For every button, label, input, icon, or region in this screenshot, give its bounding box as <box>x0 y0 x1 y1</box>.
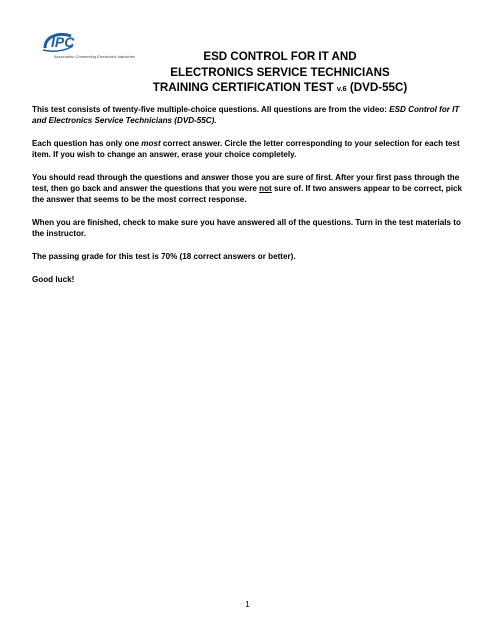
title-line-3 <box>120 80 440 97</box>
paragraph-passing-grade: The passing grade for this test is 70% (18 correct answers or better). <box>32 252 296 261</box>
logo-text: IPC <box>51 34 75 50</box>
rules-text-a: Each question has only one <box>32 139 142 148</box>
page-number: 1 <box>245 600 250 609</box>
instructions-body <box>32 104 464 297</box>
paragraph-intro <box>32 104 464 126</box>
video-title: ESD Control for IT and Electronics Service Technicians (DVD-55C). <box>32 105 460 125</box>
strategy-text-b: sure of. If two answers appear to be correct, pick the answer that seems to be the most correct response. <box>32 184 462 204</box>
paragraph-finish: When you are finished, check to make sure you have answered all of the questions. Turn in the test materials to the instructor. <box>32 218 461 238</box>
paragraph-answer-rules <box>32 138 464 160</box>
document-title <box>120 49 440 97</box>
title-line-1: ESD CONTROL FOR IT AND <box>203 50 357 63</box>
title-line-3-main: TRAINING CERTIFICATION TEST <box>152 81 337 94</box>
strategy-text-a: You should read through the questions and answer those you are sure of first. After your first pass through the test, then go back and answer the questions that you were <box>32 173 460 193</box>
title-version: v.6 <box>336 84 347 93</box>
title-code: (DVD-55C) <box>346 81 408 94</box>
paragraph-good-luck: Good luck! <box>32 275 75 284</box>
intro-text: This test consists of twenty-five multiple-choice questions. All questions are from the video: <box>32 105 390 114</box>
rules-emphasis: most <box>141 139 161 148</box>
strategy-underline: not <box>259 184 272 193</box>
logo-tagline: Association Connecting Electronics Industries <box>54 54 135 59</box>
rules-text-b: correct answer. Circle the letter corresponding to your selection for each test item. If you wish to change an answer, erase your choice completely. <box>32 139 460 159</box>
title-line-2: ELECTRONICS SERVICE TECHNICIANS <box>170 65 390 79</box>
paragraph-strategy <box>32 172 464 205</box>
